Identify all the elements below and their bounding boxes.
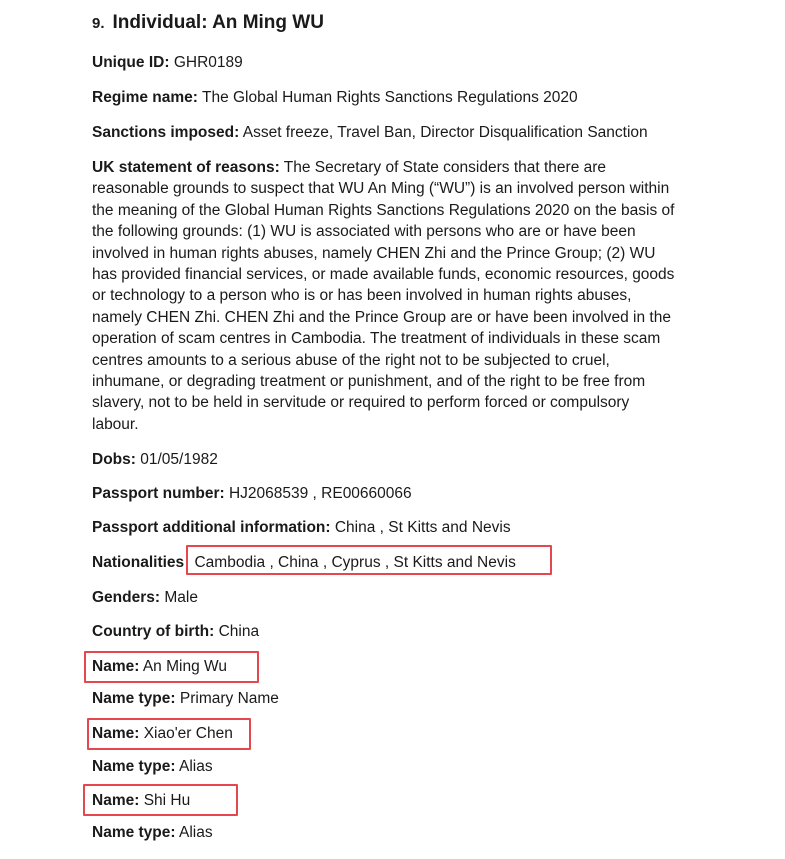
dobs-row [92,449,218,470]
statement-line: or technology to a person who is or has been involved in human rights abuses, [92,287,632,305]
statement-line: centres amounts to a serious abuse of the right not to be subjected to cruel, [92,351,610,369]
name-highlight-box [83,784,238,816]
regime-name-value: The Global Human Rights Sanctions Regulations 2020 [201,89,578,106]
dobs-label: Dobs: [92,451,136,468]
passport-info-value: China , St Kitts and Nevis [334,519,511,536]
unique-id-row [92,52,243,73]
statement-label: UK statement of reasons: [92,159,280,176]
genders-value: Male [164,589,198,606]
name-type-row [92,822,213,843]
sanctions-imposed-row [92,122,648,143]
nationalities-highlight-box [186,545,552,575]
unique-id-label: Unique ID: [92,54,170,71]
passport-info-row [92,517,511,538]
name-type-value: Primary Name [179,690,279,707]
statement-line: The Secretary of State considers that there are [283,159,607,176]
name-type-row [92,688,279,709]
name-type-value: Alias [179,824,213,841]
passport-number-label: Passport number: [92,485,225,502]
sanctions-imposed-value: Asset freeze, Travel Ban, Director Disqualification Sanction [242,124,648,141]
statement-line: reasonable grounds to suspect that WU An Ming (“WU”) is an involved person within [92,180,670,198]
name-highlight-box [87,718,251,750]
name-label: Name: [92,725,140,742]
name-type-row [92,756,213,777]
passport-number-value: HJ2068539 , RE00660066 [228,485,412,502]
statement-of-reasons [92,157,707,435]
regime-name-row [92,87,578,108]
entry-title: Individual: An Ming WU [112,12,324,33]
statement-line: the following grounds: (1) WU is associated with persons who are or have been [92,223,636,241]
country-of-birth-label: Country of birth: [92,623,215,640]
statement-line: the meaning of the Global Human Rights Sanctions Regulations 2020 on the basis of [92,201,675,219]
genders-row [92,587,198,608]
name-label: Name: [92,658,140,675]
country-of-birth-row [92,621,259,642]
name-type-label: Name type: [92,690,176,707]
statement-line: has provided financial services, or made available funds, economic resources, goods [92,266,675,284]
name-value: Xiao'er Chen [143,725,233,742]
country-of-birth-value: China [218,623,260,640]
statement-line: involved in human rights abuses, namely CHEN Zhi and the Prince Group; (2) WU [92,244,656,262]
nationalities-label: Nationalities [92,554,185,571]
regime-name-label: Regime name: [92,89,198,106]
name-label: Name: [92,792,140,809]
name-value: An Ming Wu [142,658,227,675]
statement-line: slavery, not to be held in servitude or required to perform forced or compulsory [92,394,630,412]
passport-number-row [92,483,412,504]
sanctions-imposed-label: Sanctions imposed: [92,124,240,141]
entry-heading [92,12,324,34]
name-type-value: Alias [179,758,213,775]
nationalities-value: Cambodia , China , Cyprus , St Kitts and Nevis [194,554,516,571]
unique-id-value: GHR0189 [173,54,243,71]
statement-line: labour. [92,415,139,433]
dobs-value: 01/05/1982 [140,451,218,468]
name-type-label: Name type: [92,824,176,841]
genders-label: Genders: [92,589,161,606]
statement-line: operation of scam centres in Cambodia. The treatment of individuals in these scam [92,330,661,348]
entry-number: 9. [92,15,105,32]
name-type-label: Name type: [92,758,176,775]
name-value: Shi Hu [143,792,191,809]
name-highlight-box [84,651,259,683]
statement-line: inhumane, or degrading treatment or punishment, and of the right to be free from [92,373,646,391]
statement-line: namely CHEN Zhi. CHEN Zhi and the Prince Group are or have been involved in the [92,308,671,326]
passport-info-label: Passport additional information: [92,519,331,536]
